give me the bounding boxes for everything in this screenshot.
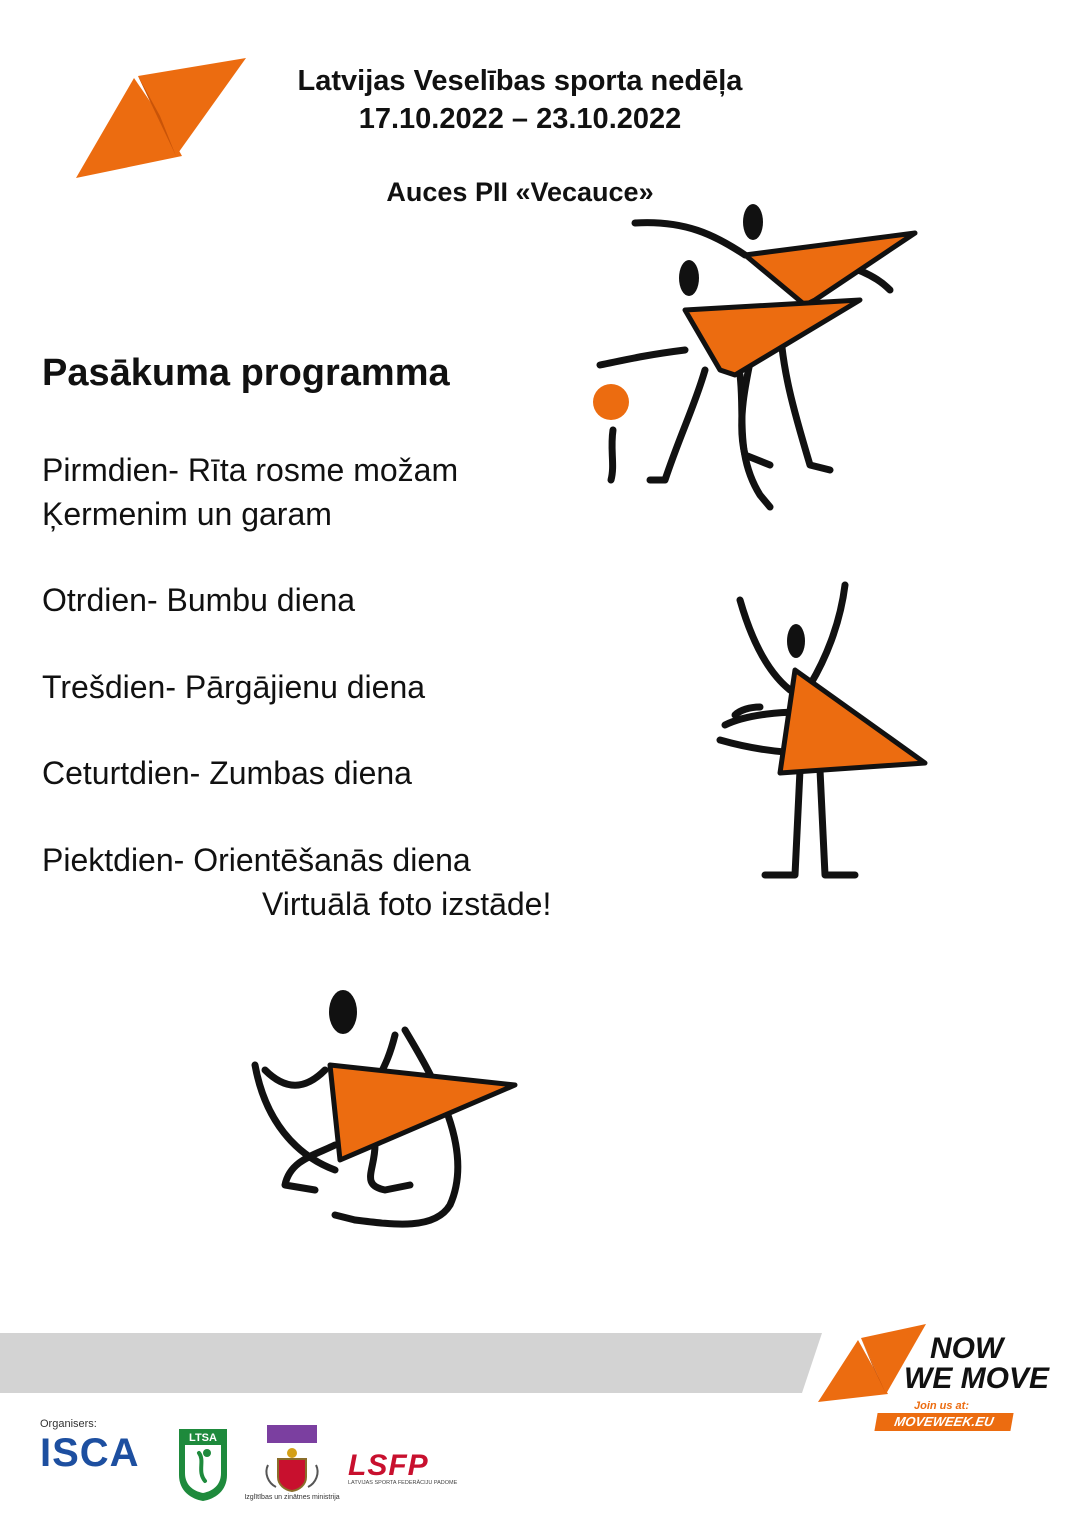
join-label: Join us at: (914, 1400, 970, 1412)
program-day-friday: Piektdien- Orientēšanās diena (42, 842, 471, 878)
hula-hoop-figure-icon (705, 575, 935, 885)
isca-logo: ISCA (40, 1431, 140, 1475)
program-day-monday-line2: Ķermenim un garam (42, 496, 332, 532)
now-we-move-logo (818, 1322, 1050, 1437)
nwm-line2: WE MOVE (904, 1362, 1050, 1395)
program-day-tuesday: Otrdien- Bumbu diena (42, 582, 356, 618)
lsfp-logo: LSFP (348, 1449, 429, 1482)
organisers-label: Organisers: (40, 1418, 97, 1430)
ministry-coat-of-arms-icon (242, 1425, 342, 1493)
event-dates: 17.10.2022 – 23.10.2022 (358, 103, 682, 135)
nwm-line1: NOW (930, 1332, 1004, 1365)
join-url: MOVEWEEK.EU (874, 1413, 1013, 1431)
lsfp-full-name: LATVIJAS SPORTA FEDERĀCIJU PADOME (348, 1480, 458, 1486)
program-heading: Pasākuma programma (42, 352, 450, 394)
ltsa-text: LTSA (189, 1432, 217, 1444)
school-name: Auces PII «Vecauce» (386, 177, 654, 207)
ministry-name: Izglītības un zinātnes ministrija (244, 1494, 340, 1501)
basketball-players-icon (585, 195, 925, 515)
moveweek-arrow-icon (76, 56, 248, 181)
program-day-thursday: Ceturtdien- Zumbas diena (42, 755, 412, 791)
program-day-wednesday: Trešdien- Pārgājienu diena (42, 669, 426, 705)
program-day-friday-line2: Virtuālā foto izstāde! (262, 886, 552, 922)
program-day-monday: Pirmdien- Rīta rosme možam (42, 452, 459, 488)
event-title: Latvijas Veselības sporta nedēļa (297, 65, 743, 97)
jump-rope-figure-icon (235, 980, 525, 1250)
ltsa-shield-icon (175, 1425, 231, 1503)
